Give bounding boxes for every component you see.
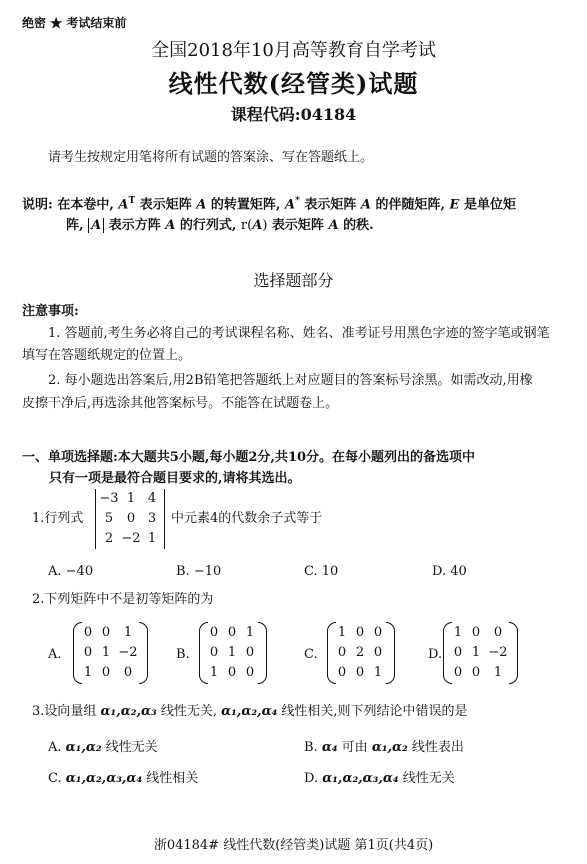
q2-matrix-cell: −2 bbox=[118, 645, 138, 660]
q2-matrix-row bbox=[79, 663, 142, 683]
q2-stem: 2.下列矩阵中不是初等矩阵的为 bbox=[32, 592, 214, 607]
notice-title: 注意事项: bbox=[22, 304, 79, 319]
notice-item-2b: 皮擦干净后,再选涂其他答案标号。不能答在试题卷上。 bbox=[22, 396, 339, 411]
q2-matrix-cell: 0 bbox=[245, 665, 255, 680]
q3-option-a: A. α₁,α₂ 线性无关 bbox=[48, 740, 158, 755]
q2-matrix-row bbox=[205, 643, 261, 663]
q2-matrix-cell: 1 bbox=[101, 645, 111, 660]
part1-heading-line1: 一、单项选择题:本大题共5小题,每小题2分,共10分。在每小题列出的备选项中 bbox=[22, 450, 476, 465]
part1-heading-line2: 只有一项是最符合题目要求的,请将其选出。 bbox=[49, 471, 301, 486]
notice-item-2a: 2. 每小题选出答案后,用2B铅笔把答题纸上对应题目的答案标号涂黑。如需改动,用橡 bbox=[48, 373, 533, 388]
q1-det-row bbox=[98, 529, 165, 549]
q2-matrix-cell: 0 bbox=[227, 625, 237, 640]
q2-matrix-cell: 0 bbox=[337, 665, 347, 680]
q2-matrix-cell: 0 bbox=[355, 665, 365, 680]
q2-matrix-row bbox=[205, 663, 261, 683]
q2-matrix-row bbox=[449, 623, 512, 643]
q2-matrix-row bbox=[79, 643, 142, 663]
q2-matrix-row bbox=[449, 643, 512, 663]
q2-matrix-cell: 0 bbox=[471, 625, 481, 640]
q3-stem: 3.设向量组 α₁,α₂,α₃ 线性无关, α₁,α₂,α₄ 线性相关,则下列结论中错误的是 bbox=[32, 704, 468, 719]
q3-option-d: D. α₁,α₂,α₃,α₄ 线性无关 bbox=[304, 771, 455, 786]
q2-matrix-cell: −2 bbox=[488, 645, 508, 660]
q2-matrix-row bbox=[449, 663, 512, 683]
q1-det-cell: 0 bbox=[126, 511, 136, 526]
q2-matrix-cell: 2 bbox=[355, 645, 365, 660]
q2-matrix-row bbox=[333, 623, 389, 643]
q2-matrix-cell: 0 bbox=[83, 645, 93, 660]
subject-title: 线性代数(经管类)试题 bbox=[168, 69, 419, 98]
q2-matrix-cell: 0 bbox=[373, 645, 383, 660]
q2-matrix-cell: 1 bbox=[245, 625, 255, 640]
page-footer: 浙04184# 线性代数(经管类)试题 第1页(共4页) bbox=[153, 838, 434, 853]
q1-option-b: B. −10 bbox=[176, 564, 222, 579]
q3-option-c: C. α₁,α₂,α₃,α₄ 线性相关 bbox=[48, 771, 199, 786]
q2-matrix-cell: 0 bbox=[355, 625, 365, 640]
q1-det-cell: 4 bbox=[147, 491, 157, 506]
q1-det-row bbox=[98, 489, 165, 509]
notice-item-1a: 1. 答题前,考生务必将自己的考试课程名称、姓名、准考证号用黑色字迹的签字笔或钢笔 bbox=[48, 326, 550, 341]
q1-option-d: D. 40 bbox=[432, 564, 467, 579]
q2-label-d: D. bbox=[428, 647, 443, 662]
q2-matrix-cell: 0 bbox=[471, 665, 481, 680]
note-line-2: 阵, A 表示方阵 A 的行列式, r(A) 表示矩阵 A 的秩. bbox=[66, 218, 374, 233]
section-title: 选择题部分 bbox=[253, 271, 334, 290]
q1-det-cell: −2 bbox=[121, 531, 141, 546]
q2-matrix-cell: 1 bbox=[493, 665, 503, 680]
q2-matrix-cell: 1 bbox=[83, 665, 93, 680]
note-line-1: 说明: 在本卷中, $A^T$ 表示矩阵 A 的转置矩阵, A* 表示矩阵 A 的伴随矩阵, E 是单位矩 bbox=[22, 196, 517, 213]
confidential-label: 绝密 ★ 考试结束前 bbox=[22, 16, 127, 30]
q2-matrix-cell: 0 bbox=[245, 645, 255, 660]
q1-det-cell: −3 bbox=[99, 491, 119, 506]
q2-label-c: C. bbox=[304, 647, 318, 662]
q2-matrix-cell: 1 bbox=[453, 625, 463, 640]
q2-matrix-row bbox=[205, 623, 261, 643]
q1-option-a: A. −40 bbox=[48, 564, 94, 579]
q2-matrix-cell: 0 bbox=[209, 645, 219, 660]
q2-matrix-cell: 0 bbox=[493, 625, 503, 640]
q2-matrix-c bbox=[327, 622, 395, 684]
q2-matrix-cell: 1 bbox=[337, 625, 347, 640]
q1-det-cell: 1 bbox=[147, 531, 157, 546]
q2-label-a: A. bbox=[48, 647, 62, 662]
q1-det-cell: 1 bbox=[126, 491, 136, 506]
q2-matrix-b bbox=[199, 622, 267, 684]
q2-matrix-cell: 0 bbox=[123, 665, 133, 680]
q2-matrix-cell: 0 bbox=[101, 665, 111, 680]
q2-matrix-cell: 1 bbox=[373, 665, 383, 680]
q2-matrix-row bbox=[79, 623, 142, 643]
q2-matrix-cell: 0 bbox=[101, 625, 111, 640]
notice-item-1b: 填写在答题纸规定的位置上。 bbox=[22, 348, 192, 363]
q2-matrix-cell: 1 bbox=[123, 625, 133, 640]
q2-label-b: B. bbox=[176, 647, 190, 662]
q3-option-b: B. α₄ 可由 α₁,α₂ 线性表出 bbox=[304, 740, 464, 755]
q1-det-cell: 2 bbox=[104, 531, 114, 546]
note-label: 说明: bbox=[22, 197, 53, 213]
q2-matrix-cell: 0 bbox=[337, 645, 347, 660]
exam-title: 全国2018年10月高等教育自学考试 bbox=[151, 40, 436, 61]
q1-prefix: 1.行列式 bbox=[32, 511, 84, 526]
q2-matrix-row bbox=[333, 663, 389, 683]
q2-matrix-cell: 0 bbox=[209, 625, 219, 640]
q2-matrix-a bbox=[73, 622, 148, 684]
q2-matrix-cell: 0 bbox=[227, 665, 237, 680]
q2-matrix-cell: 1 bbox=[209, 665, 219, 680]
q2-matrix-d bbox=[443, 622, 518, 684]
q1-option-c: C. 10 bbox=[304, 564, 339, 579]
q2-matrix-cell: 1 bbox=[227, 645, 237, 660]
q1-suffix: 中元素4的代数余子式等于 bbox=[171, 511, 323, 526]
q1-det-row bbox=[98, 509, 165, 529]
det-symbol: A bbox=[88, 218, 104, 233]
course-code: 课程代码:04184 bbox=[230, 105, 357, 124]
q1-det-cell: 5 bbox=[104, 511, 114, 526]
q2-matrix-cell: 0 bbox=[373, 625, 383, 640]
q2-matrix-row bbox=[333, 643, 389, 663]
q2-matrix-cell: 1 bbox=[471, 645, 481, 660]
q2-matrix-cell: 0 bbox=[83, 625, 93, 640]
q2-matrix-cell: 0 bbox=[453, 665, 463, 680]
q2-matrix-cell: 0 bbox=[453, 645, 463, 660]
q1-determinant bbox=[95, 489, 165, 549]
q1-det-cell: 3 bbox=[147, 511, 157, 526]
answer-instruction: 请考生按规定用笔将所有试题的答案涂、写在答题纸上。 bbox=[48, 150, 374, 165]
